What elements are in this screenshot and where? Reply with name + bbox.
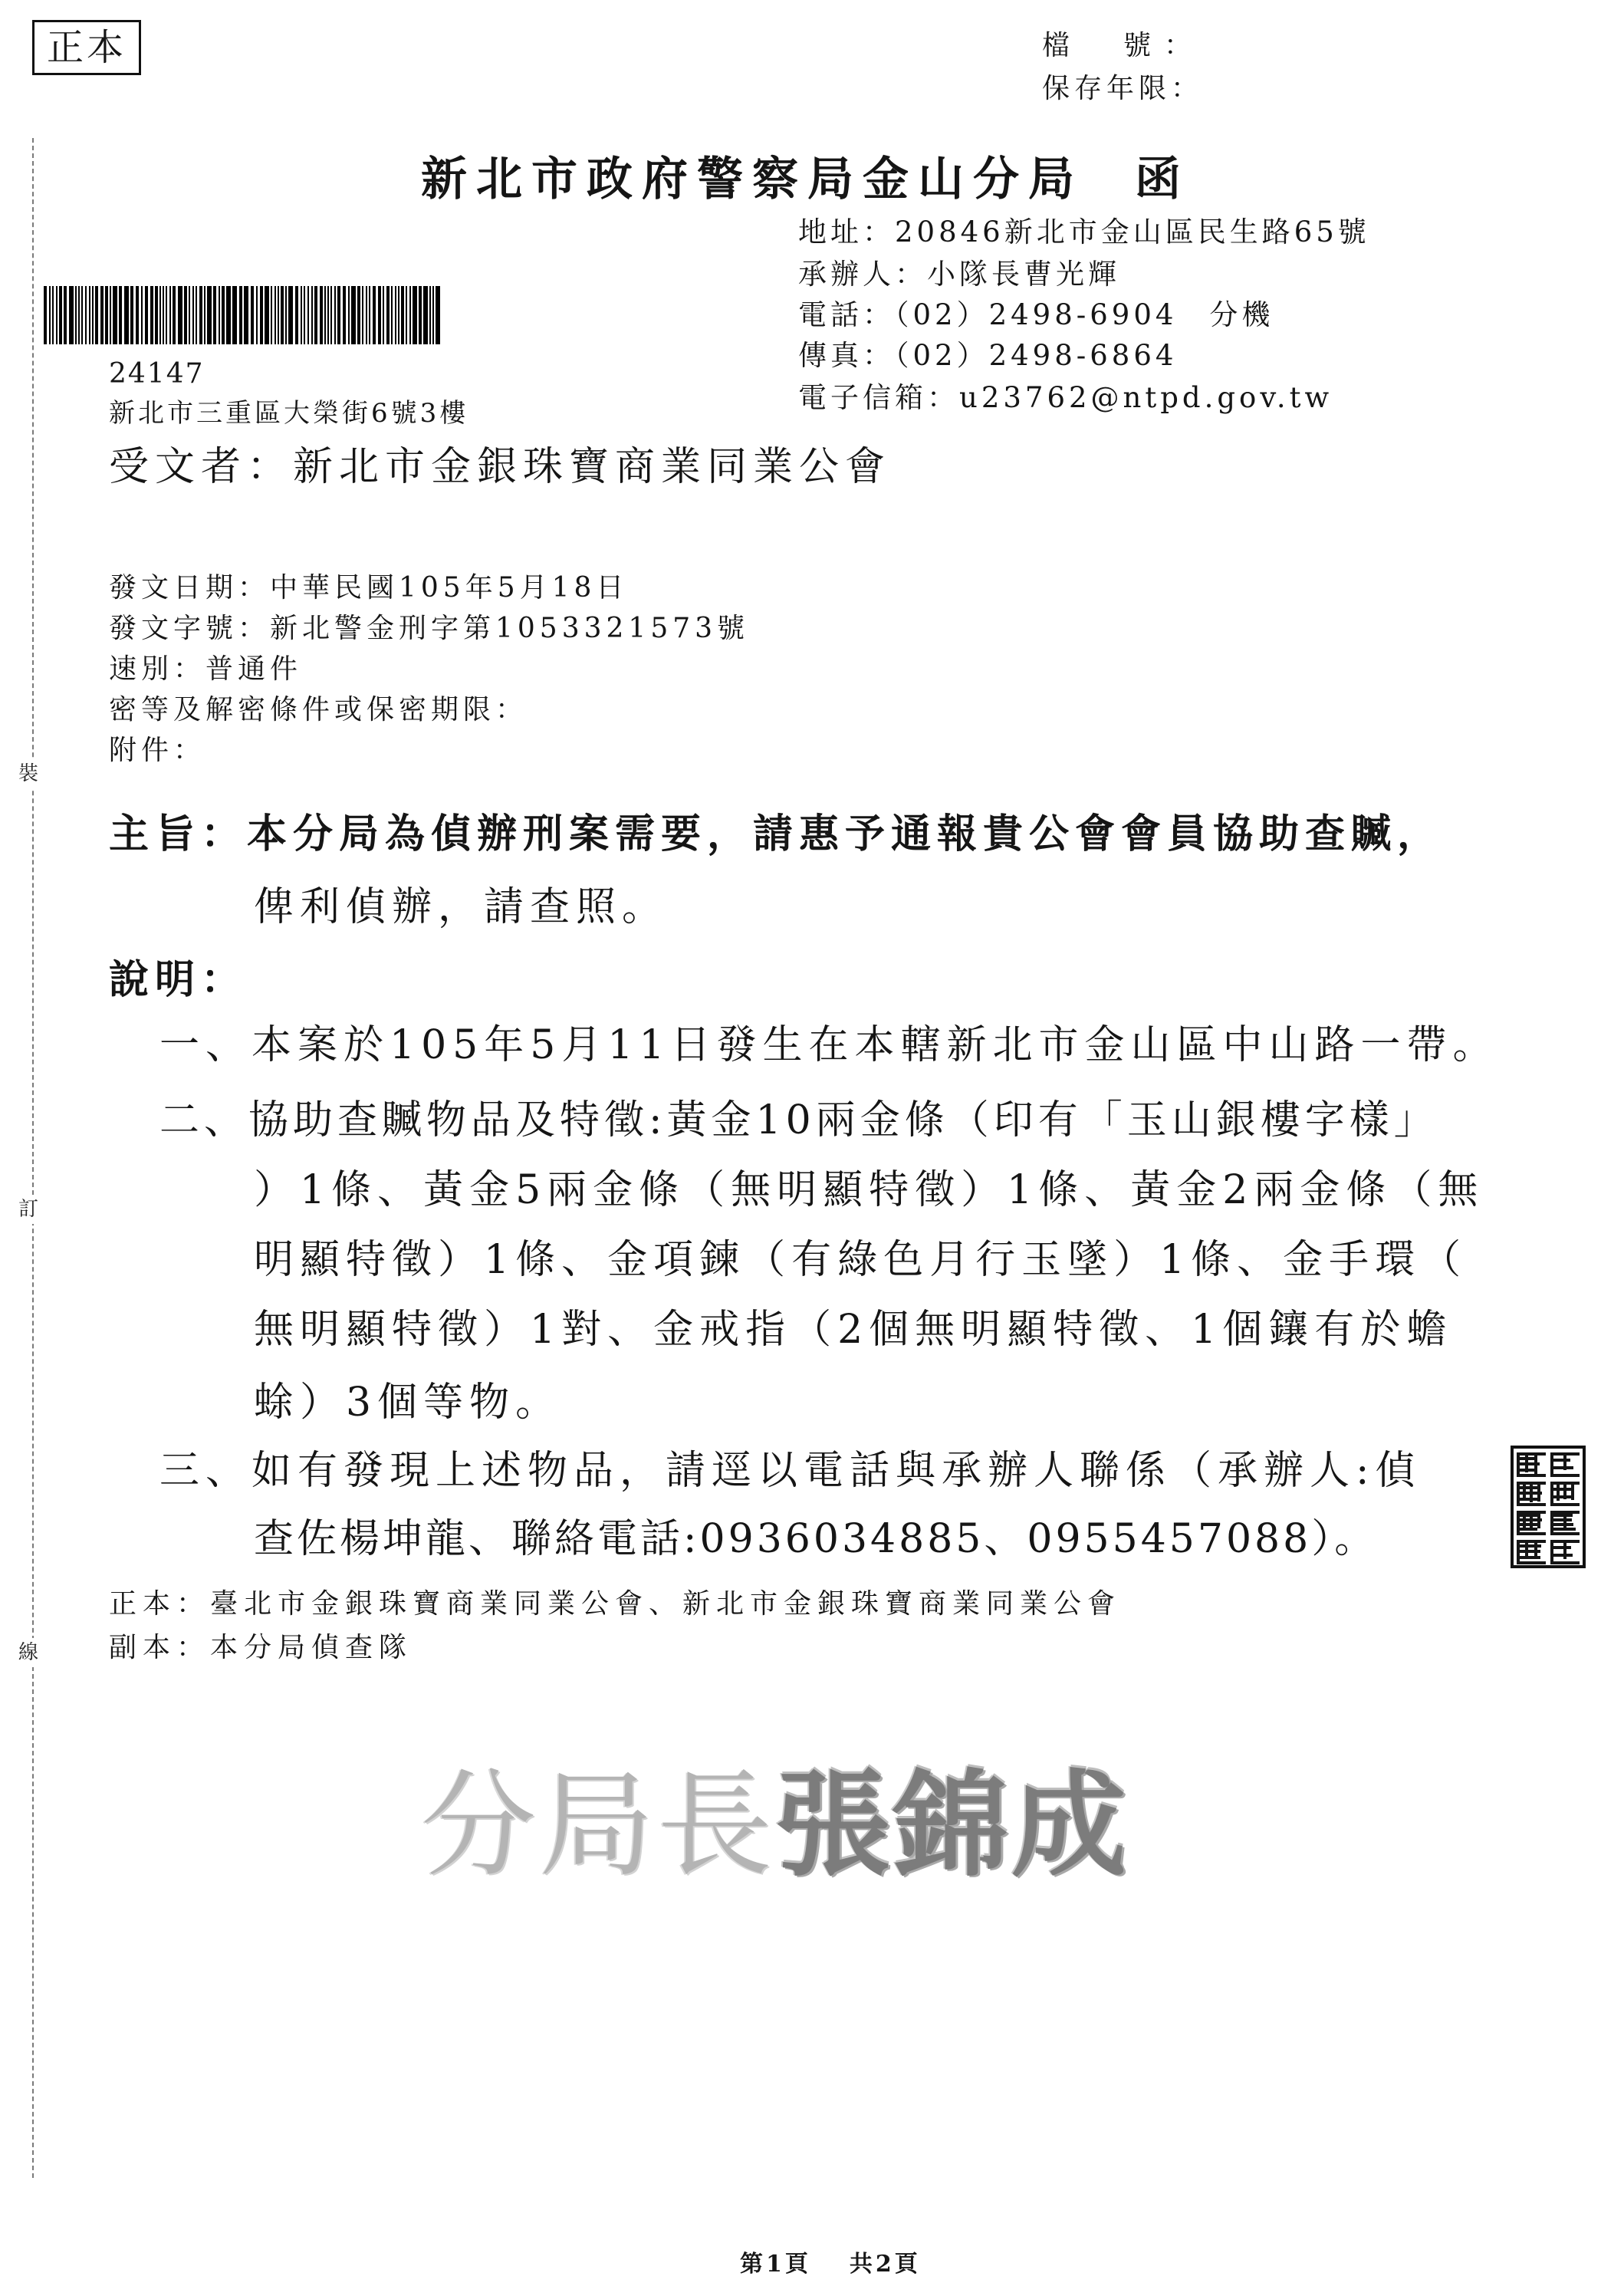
- barcode-bar: [105, 286, 108, 344]
- barcode: [44, 286, 442, 344]
- barcode-bar: [423, 286, 428, 344]
- sender-address: 地址：20846新北市金山區民生路65號: [798, 215, 1370, 248]
- barcode-bar: [155, 286, 158, 344]
- barcode-bar: [398, 286, 399, 344]
- barcode-bar: [275, 286, 276, 344]
- barcode-bar: [429, 286, 431, 344]
- barcode-bar: [281, 286, 284, 344]
- barcode-bar: [307, 286, 309, 344]
- barcode-bar: [100, 286, 104, 344]
- barcode-bar: [59, 286, 62, 344]
- barcode-bar: [226, 286, 231, 344]
- barcode-bar: [78, 286, 80, 344]
- barcode-bar: [64, 286, 67, 344]
- barcode-bar: [159, 286, 161, 344]
- barcode-bar: [351, 286, 356, 344]
- barcode-bar: [320, 286, 323, 344]
- sender-fax: 傳真：（02）2498-6864: [798, 339, 1178, 372]
- barcode-bar: [324, 286, 326, 344]
- attachments: 附件：: [109, 735, 206, 766]
- barcode-bar: [124, 286, 129, 344]
- barcode-bar: [301, 286, 302, 344]
- barcode-bar: [314, 286, 317, 344]
- barcode-bar: [95, 286, 98, 344]
- barcode-bar: [163, 286, 164, 344]
- barcode-bar: [110, 286, 111, 344]
- barcode-bar: [222, 286, 225, 344]
- subject-line: 主旨：本分局為偵辦刑案需要，請惠予通報貴公會會員協助查贓，: [109, 811, 1444, 857]
- barcode-bar: [85, 286, 87, 344]
- barcode-bar: [184, 286, 187, 344]
- explanation-label: 說明：: [109, 956, 248, 1003]
- barcode-bar: [239, 286, 242, 344]
- barcode-bar: [204, 286, 205, 344]
- barcode-bar: [330, 286, 332, 344]
- document-number: 發文字號：新北警金刑字第1053321573號: [109, 613, 750, 644]
- page-number: 第1頁: [740, 2251, 811, 2278]
- binding-mark-zhuang: 裝: [17, 759, 40, 788]
- barcode-bar: [432, 286, 434, 344]
- document-type: 函: [1135, 153, 1190, 206]
- barcode-bar: [89, 286, 90, 344]
- barcode-bar: [141, 286, 143, 344]
- barcode-bar: [357, 286, 360, 344]
- barcode-bar: [413, 286, 417, 344]
- barcode-bar: [44, 286, 47, 344]
- retention-period-label: 保存年限：: [1042, 73, 1204, 104]
- barcode-bar: [119, 286, 122, 344]
- barcode-bar: [150, 286, 153, 344]
- barcode-bar: [219, 286, 220, 344]
- barcode-bar: [295, 286, 298, 344]
- barcode-bar: [348, 286, 350, 344]
- security-classification: 密等及解密條件或保密期限：: [109, 694, 528, 725]
- barcode-bar: [178, 286, 182, 344]
- barcode-bar: [369, 286, 370, 344]
- barcode-bar: [196, 286, 197, 344]
- original-recipients: 正本：臺北市金銀珠寶商業同業公會、新北市金銀珠寶商業同業公會: [109, 1588, 1122, 1620]
- barcode-bar: [337, 286, 340, 344]
- barcode-bar: [199, 286, 202, 344]
- barcode-bar: [244, 286, 248, 344]
- barcode-bar: [366, 286, 367, 344]
- delivery-speed: 速別：普通件: [109, 653, 303, 685]
- barcode-bar: [192, 286, 194, 344]
- explanation-item-2-line: 明顯特徵）1條、金項鍊（有綠色月行玉墜）1條、金手環（: [254, 1237, 1468, 1283]
- barcode-bar: [386, 286, 390, 344]
- explanation-item-1: 一、本案於105年5月11日發生在本轄新北市金山區中山路一帶。: [159, 1022, 1499, 1068]
- binding-margin-line: [32, 138, 34, 2178]
- explanation-item-3-line: 查佐楊坤龍、聯絡電話:0936034885、0955457088）。: [254, 1516, 1378, 1562]
- barcode-bar: [436, 286, 440, 344]
- barcode-bar: [145, 286, 148, 344]
- copy-label: 正本: [32, 20, 141, 75]
- barcode-bar: [166, 286, 167, 344]
- barcode-bar: [304, 286, 305, 344]
- barcode-bar: [260, 286, 263, 344]
- explanation-item-2: 二、協助查贓物品及特徵:黃金10兩金條（印有「玉山銀樓字樣」: [159, 1097, 1438, 1143]
- page-total: 共2頁: [849, 2251, 921, 2278]
- explanation-item-2-line: ）1條、黃金5兩金條（無明顯特徵）1條、黃金2兩金條（無: [254, 1167, 1484, 1213]
- barcode-bar: [52, 286, 54, 344]
- barcode-bar: [207, 286, 212, 344]
- binding-mark-xian: 線: [17, 1638, 40, 1667]
- barcode-bar: [271, 286, 272, 344]
- issue-date: 發文日期：中華民國105年5月18日: [109, 572, 629, 604]
- page-footer: [740, 2253, 921, 2276]
- copy-recipients: 副本：本分局偵查隊: [109, 1632, 413, 1663]
- barcode-bar: [288, 286, 293, 344]
- barcode-bar: [362, 286, 363, 344]
- barcode-bar: [130, 286, 133, 344]
- stamp-mark: [1510, 1445, 1586, 1569]
- explanation-item-2-line: 無明顯特徵）1對、金戒指（2個無明顯特徵、1個鑲有於蟾: [254, 1307, 1453, 1353]
- file-number-label: 檔 號：: [1042, 30, 1205, 61]
- barcode-bar: [256, 286, 258, 344]
- barcode-bar: [311, 286, 313, 344]
- barcode-bar: [373, 286, 376, 344]
- barcode-bar: [343, 286, 346, 344]
- explanation-item-2-line: 蜍）3個等物。: [254, 1380, 562, 1426]
- barcode-bar: [49, 286, 51, 344]
- barcode-bar: [92, 286, 94, 344]
- barcode-bar: [81, 286, 83, 344]
- barcode-bar: [136, 286, 139, 344]
- barcode-bar: [419, 286, 422, 344]
- signature: [421, 1758, 1130, 1893]
- signature-name: 張錦成: [775, 1758, 1130, 1893]
- sender-email: 電子信箱：u23762@ntpd.gov.tw: [798, 381, 1333, 414]
- postal-code: 24147: [109, 358, 205, 390]
- agency-title: 新北市政府警察局金山分局: [421, 153, 1083, 206]
- barcode-bar: [406, 286, 407, 344]
- sender-handler: 承辦人：小隊長曹光輝: [798, 258, 1120, 291]
- barcode-bar: [409, 286, 411, 344]
- barcode-bar: [265, 286, 269, 344]
- barcode-bar: [395, 286, 396, 344]
- binding-mark-ding: 訂: [17, 1195, 40, 1224]
- barcode-bar: [173, 286, 176, 344]
- barcode-bar: [75, 286, 77, 344]
- barcode-bar: [69, 286, 74, 344]
- barcode-bar: [383, 286, 384, 344]
- barcode-bar: [391, 286, 393, 344]
- barcode-bar: [113, 286, 117, 344]
- barcode-bar: [251, 286, 254, 344]
- barcode-bar: [278, 286, 279, 344]
- mailing-address: 新北市三重區大榮街6號3樓: [109, 398, 469, 429]
- subject-line: 俾利偵辦，請查照。: [254, 884, 669, 930]
- barcode-bar: [285, 286, 287, 344]
- explanation-item-3: 三、如有發現上述物品，請逕以電話與承辦人聯係（承辦人:偵: [159, 1448, 1422, 1494]
- barcode-bar: [232, 286, 237, 344]
- barcode-bar: [378, 286, 381, 344]
- recipient: 受文者：新北市金銀珠寶商業同業公會: [109, 444, 892, 490]
- barcode-bar: [169, 286, 171, 344]
- barcode-bar: [327, 286, 329, 344]
- signature-title: 分局長: [421, 1759, 776, 1893]
- barcode-bar: [334, 286, 336, 344]
- barcode-bar: [401, 286, 404, 344]
- sender-phone: 電話：（02）2498-6904 分機: [798, 298, 1274, 331]
- barcode-bar: [56, 286, 58, 344]
- barcode-bar: [213, 286, 216, 344]
- barcode-bar: [189, 286, 190, 344]
